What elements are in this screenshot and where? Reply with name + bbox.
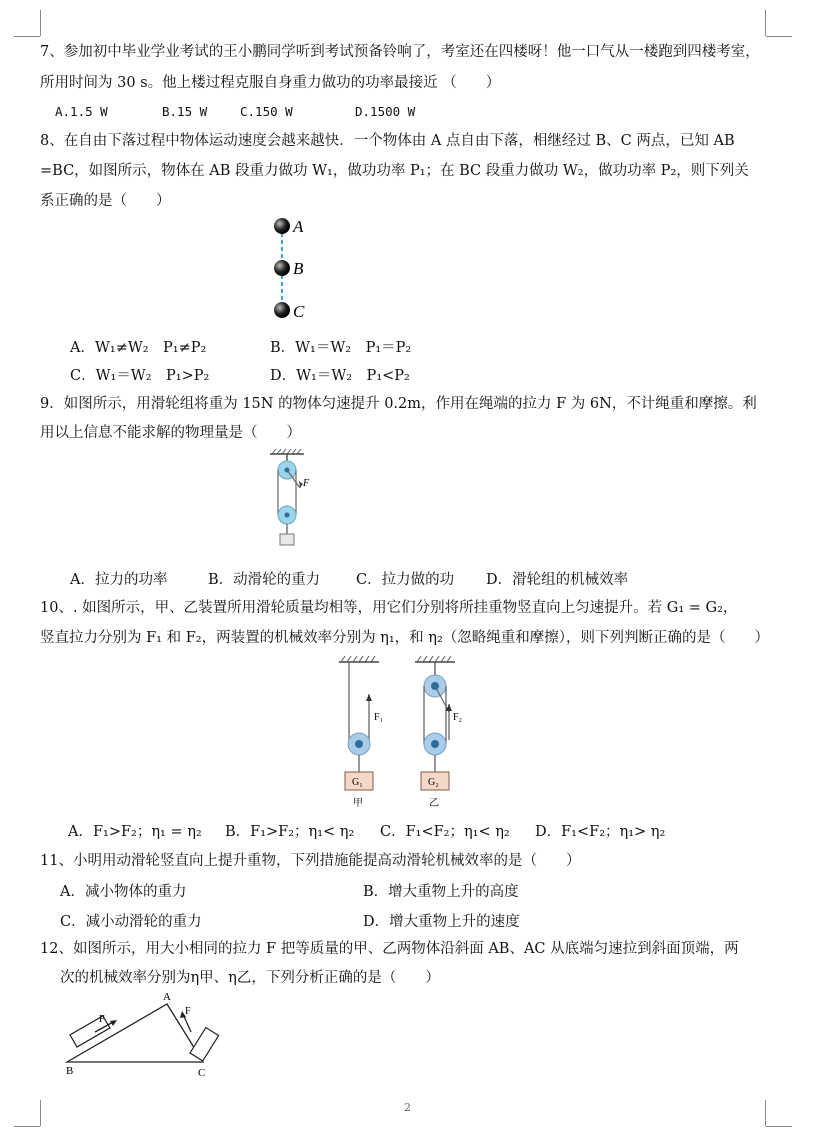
jia-label: 甲 — [353, 798, 363, 809]
label-b: B — [293, 259, 304, 278]
crop-mark — [14, 1126, 40, 1127]
q10-option-c: C．F₁<F₂；η₁< η₂ — [380, 824, 510, 840]
q11-text-line1: 11、小明用动滑轮竖直向上提升重物，下列措施能提高动滑轮机械效率的是（ ） — [40, 853, 581, 869]
q12-text-line2: 次的机械效率分别为η甲、η乙，下列分析正确的是（ ） — [60, 970, 440, 986]
f2-label: F₂ — [453, 712, 463, 723]
ball-b — [274, 260, 290, 276]
q7-option-c: C.150 W — [240, 104, 293, 119]
ball-a — [274, 218, 290, 234]
q10-option-d: D．F₁<F₂；η₁> η₂ — [535, 824, 666, 840]
force-f-label-ac: F — [185, 1006, 191, 1017]
load-block — [280, 534, 294, 545]
crop-mark — [14, 36, 40, 37]
force-f-label-ab: F — [99, 1014, 105, 1025]
ball-c — [274, 302, 290, 318]
q7-text-line1: 7、参加初中毕业学业考试的王小鹏同学听到考试预备铃响了，考室还在四楼呀！他一口气从一楼跑到四楼考室， — [40, 44, 760, 60]
vertex-a-label: A — [163, 991, 171, 1003]
q10-option-b: B．F₁>F₂；η₁< η₂ — [225, 824, 355, 840]
q8-option-b: B．W₁＝W₂ P₁＝P₂ — [270, 340, 412, 356]
pulley-system-diagram — [262, 448, 322, 550]
q8-option-c: C．W₁＝W₂ P₁>P₂ — [70, 368, 210, 384]
crop-mark — [765, 10, 766, 36]
q11-option-c: C．减小动滑轮的重力 — [60, 914, 202, 930]
q11-option-d: D．增大重物上升的速度 — [363, 914, 520, 930]
q9-option-a: A．拉力的功率 — [70, 572, 168, 588]
q10-text-line1: 10、. 如图所示，甲、乙装置所用滑轮质量均相等，用它们分别将所挂重物竖直向上匀速提升。若 G₁ = G₂， — [40, 600, 738, 616]
q9-option-b: B．动滑轮的重力 — [208, 572, 321, 588]
page-number: 2 — [404, 1101, 411, 1114]
crop-mark — [766, 1126, 792, 1127]
q8-text-line2: =BC，如图所示，物体在 AB 段重力做功 W₁，做功功率 P₁；在 BC 段重力做功 W₂，做功功率 P₂，则下列关 — [40, 163, 749, 179]
q8-text-line1: 8、在自由下落过程中物体运动速度会越来越快．一个物体由 A 点自由下落，相继经过 B、C 两点，已知 AB — [40, 133, 735, 149]
inclined-planes-diagram — [55, 990, 230, 1080]
g2-label: G₂ — [428, 777, 439, 788]
force-f-label: F — [303, 478, 310, 489]
q7-option-d: D.1500 W — [355, 104, 416, 119]
falling-ball-diagram — [265, 212, 325, 324]
g1-label: G₁ — [352, 777, 363, 788]
q10-text-line2: 竖直拉力分别为 F₁ 和 F₂，两装置的机械效率分别为 η₁，和 η₂（忽略绳重和摩擦），则下列判断正确的是（ ） — [40, 630, 770, 646]
q9-option-c: C．拉力做的功 — [356, 572, 455, 588]
q10-option-a: A．F₁>F₂；η₁ = η₂ — [68, 824, 202, 840]
q9-text-line2: 用以上信息不能求解的物理量是（ ） — [40, 425, 301, 441]
crop-mark — [766, 36, 792, 37]
q12-text-line1: 12、如图所示，用大小相同的拉力 F 把等质量的甲、乙两物体沿斜面 AB、AC 从底端匀速拉到斜面顶端，两 — [40, 941, 739, 957]
q9-option-d: D．滑轮组的机械效率 — [486, 572, 629, 588]
two-pulley-setups-diagram — [335, 654, 485, 814]
vertex-c-label: C — [198, 1067, 206, 1079]
q8-text-line3: 系正确的是（ ） — [40, 193, 171, 209]
crop-mark — [40, 10, 41, 36]
q11-option-b: B．增大重物上升的高度 — [363, 884, 519, 900]
f1-label: F₁ — [374, 712, 384, 723]
q7-option-b: B.15 W — [162, 104, 208, 119]
label-c: C — [293, 302, 305, 321]
q7-option-a: A.1.5 W — [55, 104, 108, 119]
yi-label: 乙 — [429, 798, 439, 809]
q8-option-d: D．W₁＝W₂ P₁<P₂ — [270, 368, 410, 384]
q8-option-a: A．W₁≠W₂ P₁≠P₂ — [70, 340, 207, 356]
block-on-ac — [190, 1028, 219, 1061]
vertex-b-label: B — [66, 1065, 74, 1077]
q7-text-line2: 所用时间为 30 s。他上楼过程克服自身重力做功的功率最接近 （ ） — [40, 75, 501, 91]
q11-option-a: A．减小物体的重力 — [60, 884, 187, 900]
label-a: A — [293, 217, 304, 236]
q9-text-line1: 9．如图所示，用滑轮组将重为 15N 的物体匀速提升 0.2m，作用在绳端的拉力 F 为 6N，不计绳重和摩擦。利 — [40, 396, 757, 412]
